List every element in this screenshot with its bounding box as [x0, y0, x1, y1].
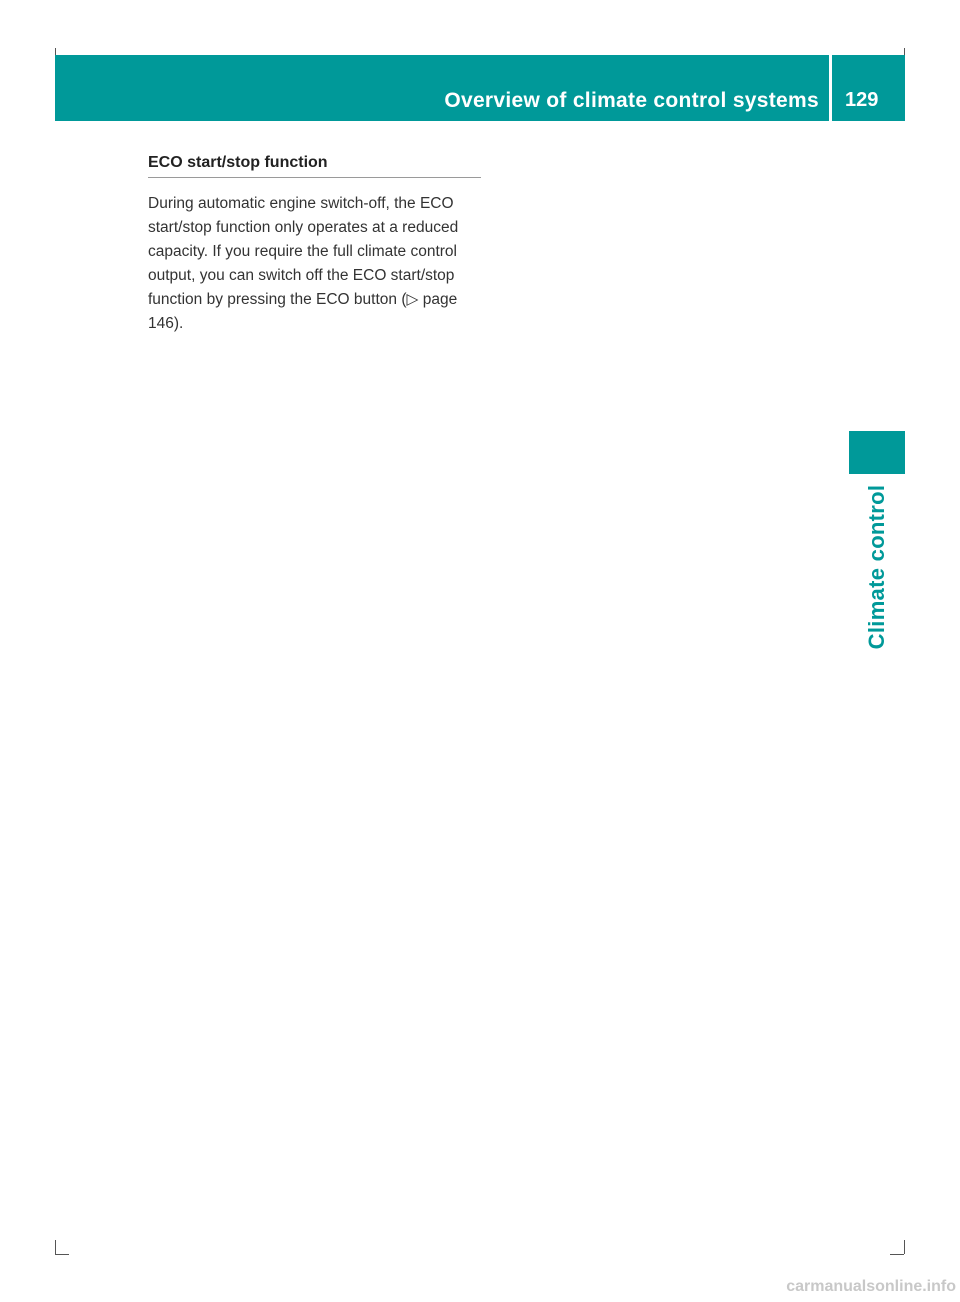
crop-mark-bottom-left-horizontal [55, 1254, 69, 1255]
crop-mark-bottom-right-horizontal [890, 1254, 904, 1255]
section-heading: ECO start/stop function [148, 154, 481, 178]
header-title: Overview of climate control systems [444, 89, 819, 112]
crop-mark-bottom-right-vertical [904, 1240, 905, 1254]
watermark: carmanualsonline.info [786, 1278, 956, 1295]
section-body [148, 192, 481, 336]
page-reference-arrow-icon: ▷ [406, 291, 419, 308]
side-tab-marker [849, 431, 905, 474]
crop-mark-bottom-left-vertical [55, 1240, 56, 1254]
page-number: 129 [845, 89, 879, 111]
side-tab-label: Climate control [864, 484, 889, 650]
section-body-text: During automatic engine switch-off, the ECO start/stop function only operates at a reduced capacity. If you require the full climate control output, you can switch off the ECO start/stop function by pressing the ECO button ( [148, 195, 459, 308]
eco-section [148, 154, 481, 336]
page-reference-link[interactable]: page 146). [148, 291, 458, 332]
header-bar [55, 55, 905, 121]
header-divider [829, 55, 832, 121]
